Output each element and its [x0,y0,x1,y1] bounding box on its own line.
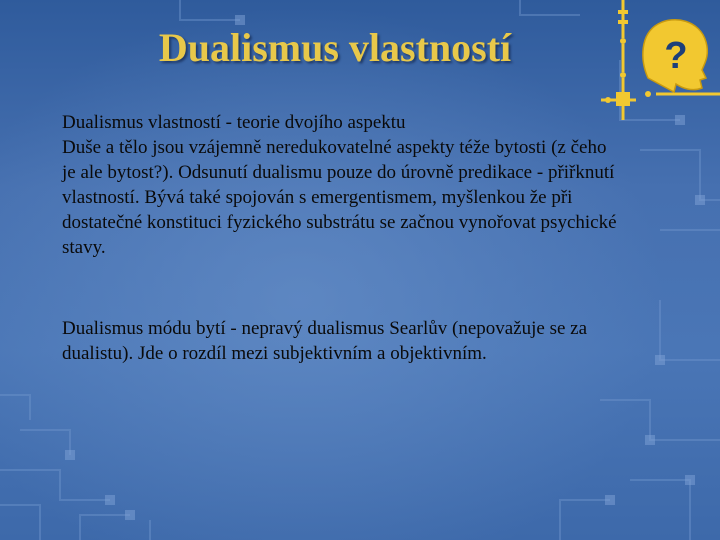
property-dualism-body: Duše a tělo jsou vzájemně neredukovatelné aspekty téže bytosti (z čeho je ale bytost?). Odsunutí dualismu pouze do úrovně predikace - přiřknutí vlastností. Bývá také spojován s emergentismem, myšlenkou že při dostatečné konstituci fyzického substrátu se začnou vynořovat psychické stavy. [62,137,617,258]
property-dualism-paragraph [62,110,622,260]
property-dualism-heading: Dualismus vlastností - teorie dvojího aspektu [62,112,406,133]
mode-of-being-body: - nepravý dualismus Searlův (nepovažuje se za dualistu). Jde o rozdíl mezi subjektivním a objektivním. [62,318,588,364]
paragraph-spacer [62,260,622,316]
slide-title: Dualismus vlastností [158,25,512,70]
slide-content [62,110,622,366]
question-mark-glyph: ? [664,35,688,77]
mode-of-being-dualism-paragraph [62,316,622,366]
mode-of-being-heading: Dualismus módu bytí [62,318,226,339]
